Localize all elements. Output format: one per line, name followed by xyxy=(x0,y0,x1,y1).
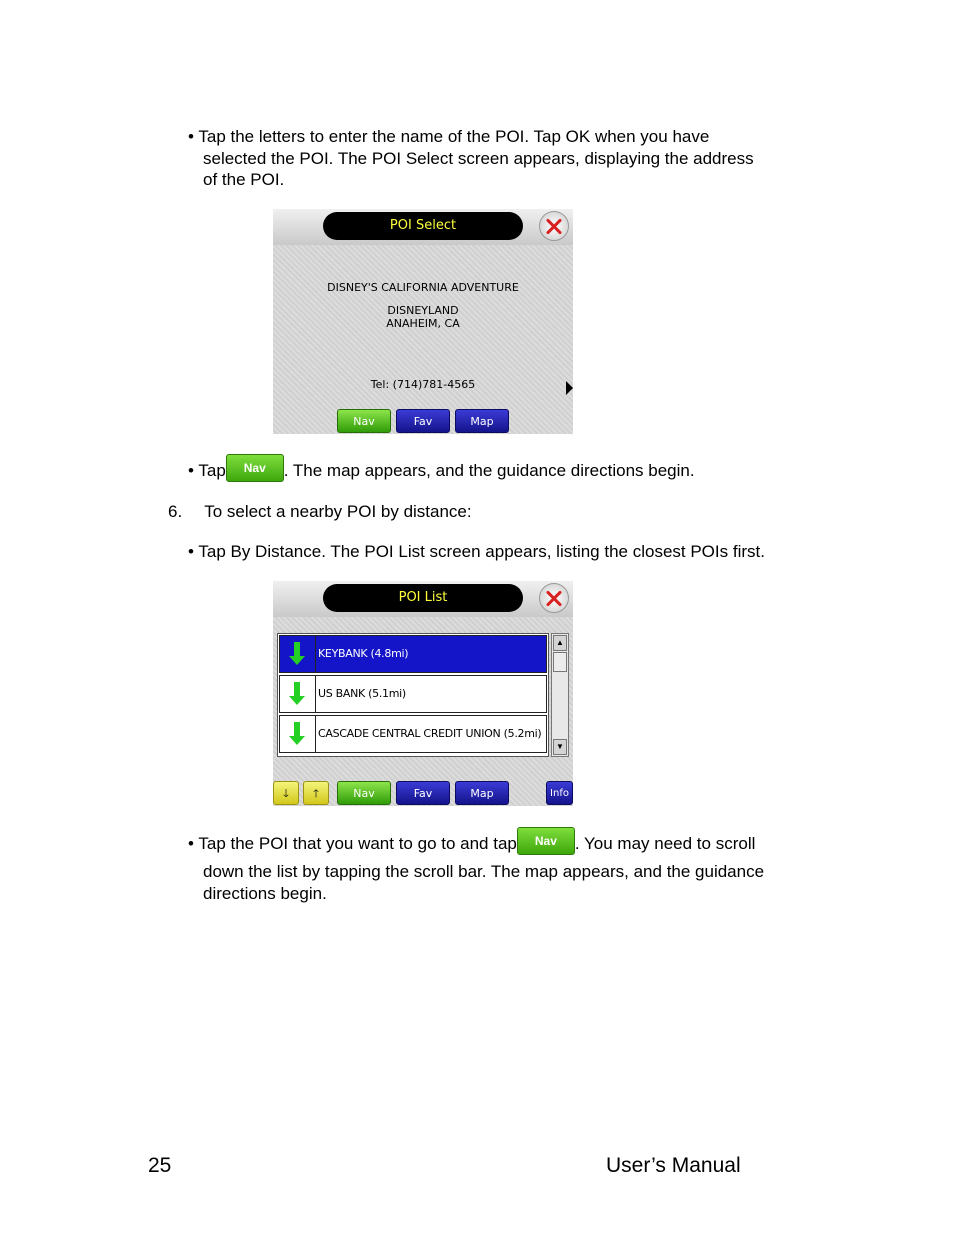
page-number: 25 xyxy=(148,1154,172,1177)
bullet2-suffix: . The map appears, and the guidance directions begin. xyxy=(283,461,695,480)
poi-list xyxy=(277,633,549,757)
info-button[interactable]: Info xyxy=(546,781,573,805)
nav-button[interactable]: Nav xyxy=(337,409,391,433)
poi-city: DISNEYLAND xyxy=(387,304,459,317)
inline-nav-button: Nav xyxy=(517,827,575,855)
bullet2-prefix: • Tap xyxy=(188,461,226,480)
list-item[interactable] xyxy=(279,715,547,753)
screen-title: POI Select xyxy=(323,212,523,240)
bullet1-line2: selected the POI. The POI Select screen appears, displaying the address xyxy=(203,148,754,168)
list-item[interactable] xyxy=(279,635,547,673)
bullet4-suffix: . You may need to scroll xyxy=(574,834,756,853)
step-number: 6. xyxy=(168,502,183,521)
down-arrow-icon xyxy=(280,636,316,672)
close-icon[interactable] xyxy=(539,583,569,613)
scroll-down-icon[interactable]: ▼ xyxy=(553,739,567,755)
list-item[interactable] xyxy=(279,675,547,713)
scroll-thumb[interactable] xyxy=(553,652,567,672)
title-bar xyxy=(273,209,573,245)
bullet-tap-poi xyxy=(188,833,838,904)
fav-button[interactable]: Fav xyxy=(396,409,450,433)
map-button[interactable]: Map xyxy=(455,409,509,433)
poi-state: ANAHEIM, CA xyxy=(386,317,460,330)
list-item-label: KEYBANK (4.8mi) xyxy=(318,647,409,660)
map-button[interactable]: Map xyxy=(455,781,509,805)
down-arrow-icon xyxy=(280,716,316,752)
pointer-icon xyxy=(566,381,573,395)
page-down-button[interactable]: 🡓 xyxy=(273,781,299,805)
close-icon[interactable] xyxy=(539,211,569,241)
bullet3-text: • Tap By Distance. The POI List screen appears, listing the closest POIs first. xyxy=(188,542,765,561)
screen-title: POI List xyxy=(323,584,523,612)
list-item-label: CASCADE CENTRAL CREDIT UNION (5.2mi) xyxy=(318,727,542,740)
poi-name: DISNEY'S CALIFORNIA ADVENTURE xyxy=(327,281,519,294)
poi-select-screenshot xyxy=(273,209,573,434)
step-text: To select a nearby POI by distance: xyxy=(204,502,472,521)
scroll-up-icon[interactable]: ▲ xyxy=(553,635,567,651)
page-up-button[interactable]: 🡑 xyxy=(303,781,329,805)
down-arrow-icon xyxy=(280,676,316,712)
footer-title: User’s Manual xyxy=(606,1154,741,1177)
bullet-by-distance xyxy=(188,541,838,563)
poi-list-screenshot xyxy=(273,581,573,806)
inline-nav-button: Nav xyxy=(226,454,284,482)
title-bar xyxy=(273,581,573,617)
bullet1-line1: • Tap the letters to enter the name of the POI. Tap OK when you have xyxy=(188,127,710,146)
step-6 xyxy=(168,501,472,523)
bullet-poi-letters xyxy=(188,126,828,191)
scrollbar[interactable] xyxy=(551,633,569,757)
bullet4-line3: directions begin. xyxy=(203,883,327,903)
bullet-tap-nav xyxy=(188,460,828,488)
nav-button[interactable]: Nav xyxy=(337,781,391,805)
fav-button[interactable]: Fav xyxy=(396,781,450,805)
poi-phone: Tel: (714)781-4565 xyxy=(370,378,476,391)
bullet1-line3: of the POI. xyxy=(203,170,285,189)
bullet4-line2: down the list by tapping the scroll bar. The map appears, and the guidance xyxy=(203,862,765,881)
bullet4-prefix: • Tap the POI that you want to go to and tap xyxy=(188,834,517,853)
list-item-label: US BANK (5.1mi) xyxy=(318,687,406,700)
